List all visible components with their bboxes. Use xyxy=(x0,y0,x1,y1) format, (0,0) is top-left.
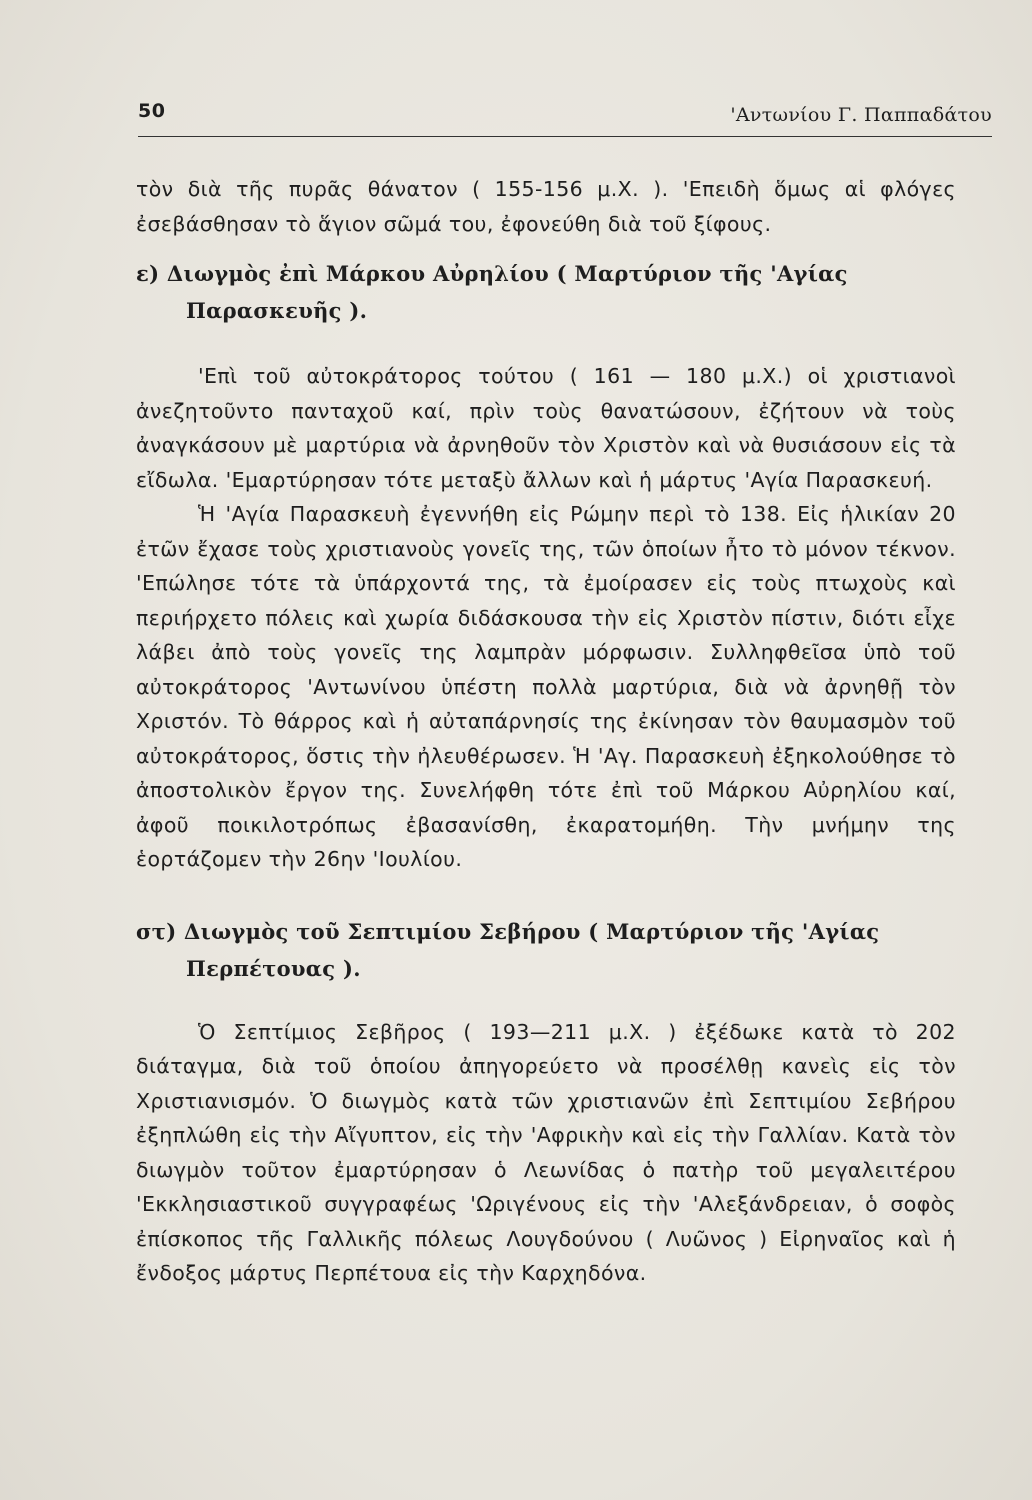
page-number: 50 xyxy=(138,100,166,122)
section-st-paragraph-1: Ὁ Σεπτίμιος Σεβῆρος ( 193—211 μ.Χ. ) ἐξέδωκε κατὰ τὸ 202 διάταγμα, διὰ τοῦ ὁποίου ἀπηγορεύετο νὰ προσέλθῃ κανεὶς εἰς τὸν Χριστιανισμόν. Ὁ διωγμὸς κατὰ τῶν χριστιανῶν ἐπὶ Σεπτιμίου Σεβήρου ἐξηπλώθη εἰς τὴν Αἴγυπτον, εἰς τὴν 'Αφρικὴν καὶ εἰς τὴν Γαλλίαν. Κατὰ τὸν διωγμὸν τοῦτον ἐμαρτύρησαν ὁ Λεωνίδας ὁ πατὴρ τοῦ μεγαλειτέρου 'Εκκλησιαστικοῦ συγγραφέως 'Ωριγένους εἰς τὴν 'Αλεξάνδρειαν, ὁ σοφὸς ἐπίσκοπος τῆς Γαλλικῆς πόλεως Λουγδούνου ( Λυῶνος ) Εἰρηναῖος καὶ ἡ ἔνδοξος μάρτυς Περπέτουα εἰς τὴν Καρχηδόνα. xyxy=(136,1019,956,1285)
section-heading-e: ε) Διωγμὸς ἐπὶ Μάρκου Αὐρηλίου ( Μαρτύριον τῆς 'Αγίας Παρασκευῆς ). xyxy=(136,261,848,323)
section-e-paragraph-1: 'Επὶ τοῦ αὐτοκράτορος τούτου ( 161 — 180 μ.Χ.) οἱ χριστιανοὶ ἀνεζητοῦντο πανταχοῦ καί, πρὶν τοὺς θανατώσουν, ἐζήτουν νὰ τοὺς ἀναγκάσουν μὲ μαρτύρια νὰ ἀρνηθοῦν τὸν Χριστὸν καὶ νὰ θυσιάσουν εἰς τὰ εἴδωλα. 'Εμαρτύρησαν τότε μεταξὺ ἄλλων καὶ ἡ μάρτυς 'Αγία Παρασκευή. xyxy=(136,364,956,492)
body-text xyxy=(136,172,956,1291)
page-header xyxy=(138,96,992,137)
intro-paragraph: τὸν διὰ τῆς πυρᾶς θάνατον ( 155-156 μ.Χ. ). 'Επειδὴ ὅμως αἱ φλόγες ἐσεβάσθησαν τὸ ἅγιον σῶμά του, ἐφονεύθη διὰ τοῦ ξίφους. xyxy=(136,177,956,236)
section-e-paragraph-2: Ἡ 'Αγία Παρασκευὴ ἐγεννήθη εἰς Ρώμην περὶ τὸ 138. Εἰς ἡλικίαν 20 ἐτῶν ἔχασε τοὺς χριστιανοὺς γονεῖς της, τῶν ὁποίων ἦτο τὸ μόνον τέκνον. 'Επώλησε τότε τὰ ὑπάρχοντά της, τὰ ἐμοίρασεν εἰς τοὺς πτωχοὺς καὶ περιήρχετο πόλεις καὶ χωρία διδάσκουσα τὴν εἰς Χριστὸν πίστιν, διότι εἶχε λάβει ἀπὸ τοὺς γονεῖς της λαμπρὰν μόρφωσιν. Συλληφθεῖσα ὑπὸ τοῦ αὐτοκράτορος 'Αντωνίνου ὑπέστη πολλὰ μαρτύρια, διὰ νὰ ἀρνηθῇ τὸν Χριστόν. Τὸ θάρρος καὶ ἡ αὐταπάρνησίς της ἐκίνησαν τὸν θαυμασμὸν τοῦ αὐτοκράτορος, ὅστις τὴν ἠλευθέρωσεν. Ἡ 'Αγ. Παρασκευὴ ἐξηκολούθησε τὸ ἀποστολικὸν ἔργον της. Συνελήφθη τότε ἐπὶ τοῦ Μάρκου Αὐρηλίου καί, ἀφοῦ ποικιλοτρόπως ἐβασανίσθη, ἐκαρατομήθη. Τὴν μνήμην της ἑορτάζομεν τὴν 26ην 'Ιουλίου. xyxy=(136,502,956,871)
section-heading-st: στ) Διωγμὸς τοῦ Σεπτιμίου Σεβήρου ( Μαρτύριον τῆς 'Αγίας Περπέτουας ). xyxy=(136,918,880,981)
running-title: 'Αντωνίου Γ. Παππαδάτου xyxy=(730,104,992,126)
